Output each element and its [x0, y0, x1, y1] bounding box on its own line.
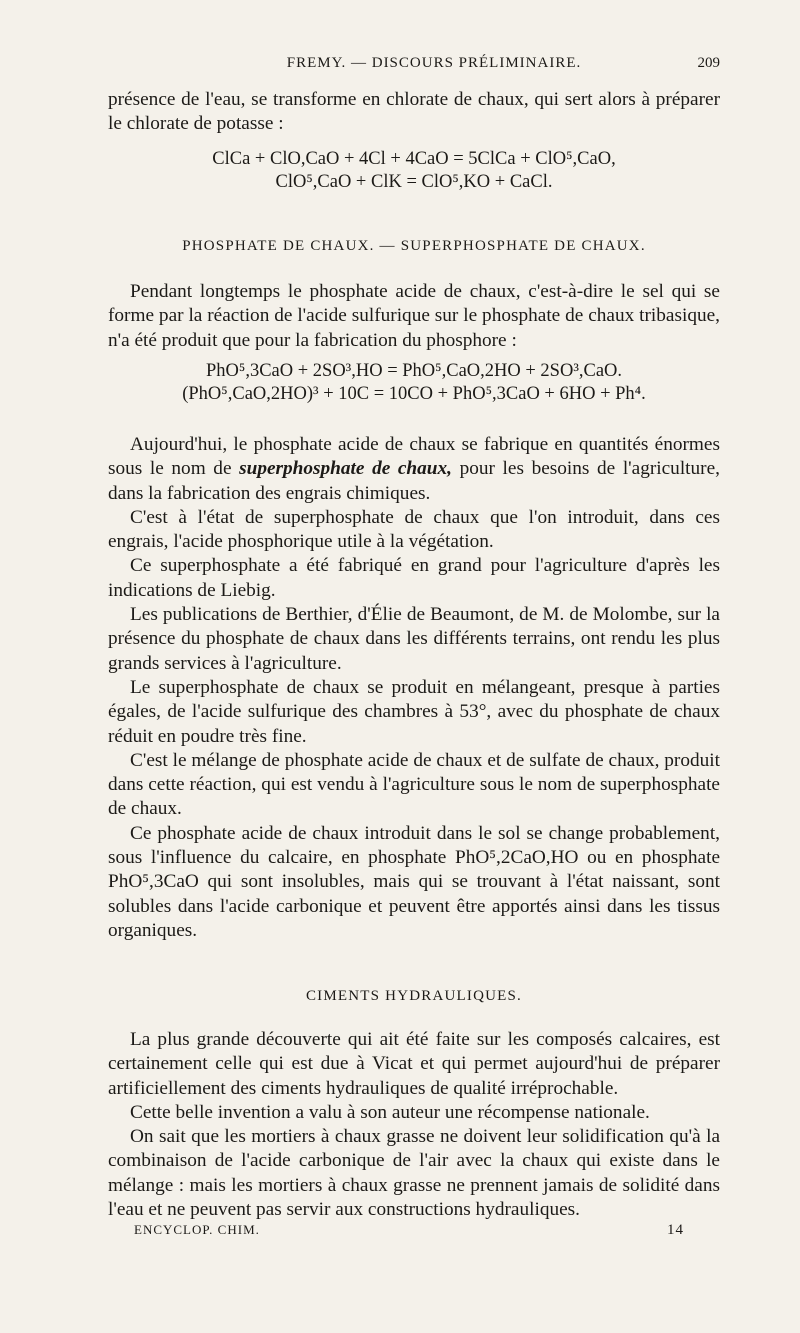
text-block-4 [108, 1028, 720, 1222]
paragraph-publications: Les publications de Berthier, d'Élie de Beaumont, de M. de Molombe, sur la présence du phosphate de chaux dans les différents terrains, ont rendu les plus grands services à l'agriculture. [108, 604, 720, 674]
paragraph-production: Le superphosphate de chaux se produit en mélangeant, presque à parties égales, de l'acide sulfurique des chambres à 53°, avec du phosphate de chaux réduit en poudre très fine. [108, 676, 720, 747]
section-heading-phosphate: PHOSPHATE DE CHAUX. — SUPERPHOSPHATE DE CHAUX. [182, 238, 646, 254]
paragraph-engrais: C'est à l'état de superphosphate de chaux que l'on introduit, dans ces engrais, l'acide phosphorique utile à la végétation. [108, 506, 720, 553]
paragraph-vicat: La plus grande découverte qui ait été faite sur les composés calcaires, est certainement celle qui est due à Vicat et qui permet aujourd'hui de préparer artificiellement des ciments hydrauliques de qualité irréprochable. [108, 1029, 720, 1099]
paragraph-superphosphate-text-b: pour les besoins de l'agriculture, dans la fabrication des engrais chimiques. [108, 458, 720, 504]
equation-2: ClO⁵,CaO + ClK = ClO⁵,KO + CaCl. [275, 172, 553, 192]
paragraph-mortiers: On sait que les mortiers à chaux grasse ne doivent leur solidification qu'à la combinaison de l'acide carbonique de l'air avec la chaux qui existe dans le mélange : mais les mortiers à chaux grasse ne prennent jamais de solidité dans l'eau et ne peuvent pas servir aux constructions hydrauliques. [108, 1126, 720, 1221]
section-heading-ciments: CIMENTS HYDRAULIQUES. [305, 988, 523, 1004]
equation-block-2 [108, 360, 720, 406]
equation-1: ClCa + ClO,CaO + 4Cl + 4CaO = 5ClCa + ClO⁵,CaO, [212, 149, 616, 169]
page-number: 209 [697, 55, 720, 71]
paragraph-recompense: Cette belle invention a valu à son auteur une récompense nationale. [130, 1101, 650, 1123]
paragraph-chlorate: présence de l'eau, se transforme en chlorate de chaux, qui sert alors à préparer le chlorate de potasse : [108, 89, 720, 135]
paragraph-sol: Ce phosphate acide de chaux introduit dans le sol se change probablement, sous l'influence du calcaire, en phosphate PhO⁵,2CaO,HO ou en phosphate PhO⁵,3CaO qui sont insolubles, mais qui se trouvant à l'état naissant, sont solubles dans l'acide carbonique et peuvent être apportés ainsi dans les tissus organiques. [108, 822, 720, 941]
running-header [108, 55, 720, 81]
text-block-2 [108, 280, 720, 353]
paragraph-phosphate-intro: Pendant longtemps le phosphate acide de chaux, c'est-à-dire le sel qui se forme par la réaction de l'acide sulfurique sur le phosphate de chaux tribasique, n'a été produit que pour la fabrication du phosphore : [108, 281, 720, 351]
paragraph-superphosphate [108, 433, 720, 506]
superphosphate-term: superphosphate de chaux, [239, 458, 452, 480]
equation-block-1 [108, 148, 720, 194]
running-title: FREMY. — DISCOURS PRÉLIMINAIRE. [286, 55, 582, 71]
sheet-number: 14 [667, 1222, 684, 1238]
page-footer [134, 1222, 684, 1238]
text-block-3 [108, 433, 720, 943]
paragraph-liebig: Ce superphosphate a été fabriqué en grand pour l'agriculture d'après les indications de Liebig. [108, 555, 720, 601]
paragraph-melange: C'est le mélange de phosphate acide de chaux et de sulfate de chaux, produit dans cette réaction, qui est vendu à l'agriculture sous le nom de superphosphate de chaux. [108, 749, 720, 820]
footer-signature: ENCYCLOP. CHIM. [134, 1222, 260, 1237]
equation-4: (PhO⁵,CaO,2HO)³ + 10C = 10CO + PhO⁵,3CaO + 6HO + Ph⁴. [182, 384, 646, 404]
paragraph-superphosphate-text-a: Aujourd'hui, le phosphate acide de chaux se fabrique en quantités énormes sous le nom de [108, 434, 720, 480]
text-block-1 [108, 88, 720, 137]
equation-3: PhO⁵,3CaO + 2SO³,HO = PhO⁵,CaO,2HO + 2SO³,CaO. [205, 361, 623, 381]
